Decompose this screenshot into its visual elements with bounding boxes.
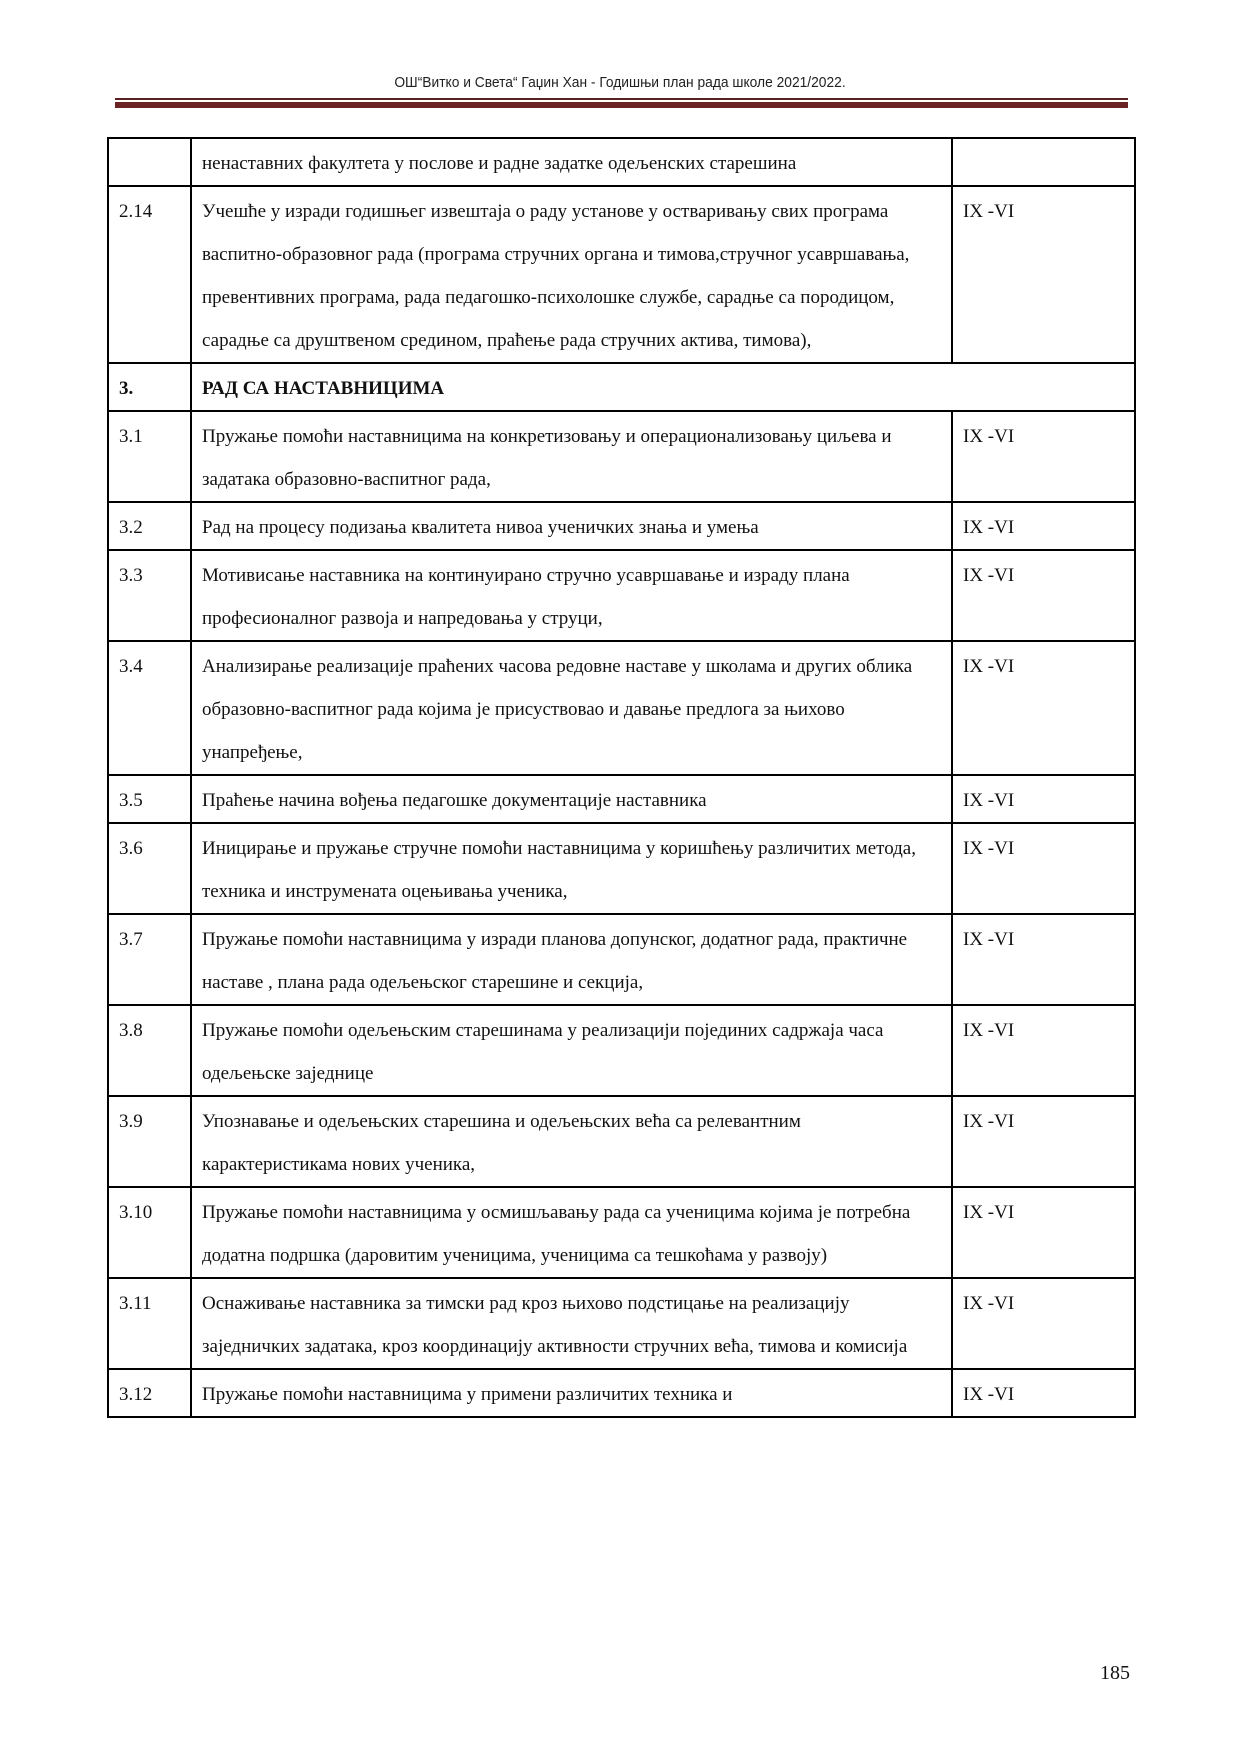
header-rule-thick — [115, 102, 1128, 108]
row-period: IX -VI — [952, 1369, 1135, 1417]
row-activity: Упознавање и одељењских старешина и одељењских већа са релевантним карактеристикама нових ученика, — [191, 1096, 952, 1187]
table-row — [108, 502, 1135, 550]
section-row — [108, 363, 1135, 411]
row-activity: ненаставних факултета у послове и радне задатке одељенских старешина — [191, 138, 952, 186]
page-number: 185 — [1100, 1662, 1130, 1684]
row-number: 3.9 — [108, 1096, 191, 1187]
activity-plan-table — [107, 137, 1136, 1418]
row-number — [108, 138, 191, 186]
row-number: 3.5 — [108, 775, 191, 823]
table-row — [108, 914, 1135, 1005]
row-number: 3.10 — [108, 1187, 191, 1278]
table-row — [108, 186, 1135, 363]
row-activity: Пружање помоћи одељењским старешинама у реализацији појединих садржаја часа одељењске заједнице — [191, 1005, 952, 1096]
row-activity: Учешће у изради годишњег извештаја о раду установе у остваривању свих програма васпитно-образовног рада (програма стручних органа и тимова,стручног усавршавања, превентивних програма, рада педагошко-психолошке службе, сарадње са породицом, сарадње са друштвеном средином, праћење рада стручних актива, тимова), — [191, 186, 952, 363]
table-row — [108, 1096, 1135, 1187]
table-row — [108, 775, 1135, 823]
table-row — [108, 823, 1135, 914]
section-title: РАД СА НАСТАВНИЦИМА — [191, 363, 1135, 411]
row-activity: Мотивисање наставника на континуирано стручно усавршавање и израду плана професионалног развоја и напредовања у струци, — [191, 550, 952, 641]
row-activity: Пружање помоћи наставницима у примени различитих техника и — [191, 1369, 952, 1417]
row-activity: Анализирање реализације праћених часова редовне наставе у школама и других облика образовно-васпитног рада којима је присуствовао и давање предлога за њихово унапређење, — [191, 641, 952, 775]
header-rule-thin — [115, 98, 1128, 100]
row-number: 3.7 — [108, 914, 191, 1005]
row-period: IX -VI — [952, 641, 1135, 775]
row-number: 3.4 — [108, 641, 191, 775]
table-row — [108, 1369, 1135, 1417]
row-activity: Рад на процесу подизања квалитета нивоа ученичких знања и умења — [191, 502, 952, 550]
row-period: IX -VI — [952, 550, 1135, 641]
row-activity: Оснаживање наставника за тимски рад кроз њихово подстицање на реализацију заједничких задатака, кроз координацију активности стручних већа, тимова и комисија — [191, 1278, 952, 1369]
running-header: ОШ“Витко и Света“ Гаџин Хан - Годишњи план рада школе 2021/2022. — [394, 74, 846, 91]
row-activity: Иницирање и пружање стручне помоћи наставницима у коришћењу различитих метода, техника и инструмената оцењивања ученика, — [191, 823, 952, 914]
row-period: IX -VI — [952, 1005, 1135, 1096]
row-number: 3.6 — [108, 823, 191, 914]
row-activity: Пружање помоћи наставницима у изради планова допунског, додатног рада, практичне наставе , плана рада одељењског старешине и секција, — [191, 914, 952, 1005]
table-row — [108, 138, 1135, 186]
row-activity: Пружање помоћи наставницима у осмишљавању рада са ученицима којима је потребна додатна подршка (даровитим ученицима, ученицима са тешкоћама у развоју) — [191, 1187, 952, 1278]
row-activity: Праћење начина вођења педагошке документације наставника — [191, 775, 952, 823]
row-number: 3.2 — [108, 502, 191, 550]
row-period: IX -VI — [952, 1278, 1135, 1369]
table-row — [108, 1005, 1135, 1096]
row-period: IX -VI — [952, 823, 1135, 914]
row-activity: Пружање помоћи наставницима на конкретизовању и операционализовању циљева и задатака образовно-васпитног рада, — [191, 411, 952, 502]
row-period: IX -VI — [952, 411, 1135, 502]
table-row — [108, 411, 1135, 502]
row-period: IX -VI — [952, 775, 1135, 823]
row-period: IX -VI — [952, 1187, 1135, 1278]
row-period: IX -VI — [952, 1096, 1135, 1187]
section-number: 3. — [108, 363, 191, 411]
row-number: 3.1 — [108, 411, 191, 502]
row-number: 3.3 — [108, 550, 191, 641]
table-row — [108, 1278, 1135, 1369]
table-row — [108, 641, 1135, 775]
row-number: 2.14 — [108, 186, 191, 363]
row-number: 3.11 — [108, 1278, 191, 1369]
row-number: 3.8 — [108, 1005, 191, 1096]
table-row — [108, 1187, 1135, 1278]
row-period: IX -VI — [952, 502, 1135, 550]
row-period: IX -VI — [952, 186, 1135, 363]
row-number: 3.12 — [108, 1369, 191, 1417]
row-period — [952, 138, 1135, 186]
row-period: IX -VI — [952, 914, 1135, 1005]
table-row — [108, 550, 1135, 641]
